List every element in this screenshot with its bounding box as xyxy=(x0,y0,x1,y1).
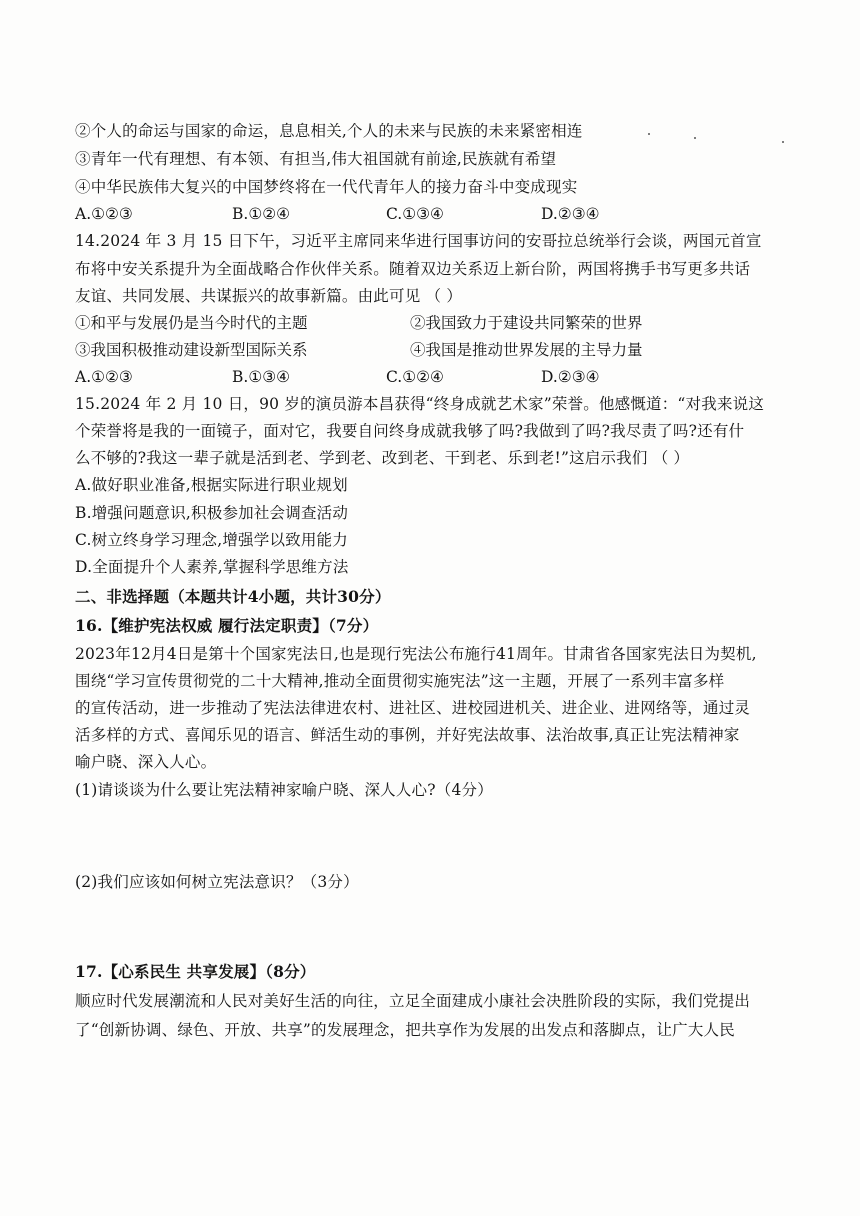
scan-speck xyxy=(648,133,650,135)
q16-material-line-3: 的宣传活动，进一步推动了宪法法律进农村、进社区、进校园进机关、进企业、进网络等，通过灵 xyxy=(75,699,751,717)
q15-stem-line-1: 15.2024 年 2 月 10 日，90 岁的演员游本昌获得“终身成就艺术家”荣誉。他感慨道：“对我来说这 xyxy=(75,395,765,413)
q15-option-b: B.增强问题意识,积极参加社会调查活动 xyxy=(75,504,349,522)
q17-material-line-1: 顺应时代发展潮流和人民对美好生活的向往，立足全面建成小康社会决胜阶段的实际，我们党提出 xyxy=(75,992,751,1010)
q13-option-b: B.①②④ xyxy=(232,205,291,223)
q16-title: 16.【维护宪法权威 履行法定职责】（7分） xyxy=(75,616,379,635)
q14-option-c: C.①②④ xyxy=(386,368,444,386)
q16-material-line-1: 2023年12月4日是第十个国家宪法日,也是现行宪法公布施行41周年。甘肃省各国家宪法日为契机, xyxy=(75,645,757,663)
q14-item-3: ③我国积极推动建设新型国际关系 xyxy=(75,341,308,359)
q14-item-4: ④我国是推动世界发展的主导力量 xyxy=(410,341,643,359)
q16-subquestion-2: (2)我们应该如何树立宪法意识？（3分） xyxy=(75,873,359,891)
q13-option-c: C.①③④ xyxy=(386,205,444,223)
q16-material-line-5: 喻户晓、深入人心。 xyxy=(75,753,217,771)
q13-option-a: A.①②③ xyxy=(75,205,133,223)
q14-option-b: B.①③④ xyxy=(232,368,291,386)
q15-option-c: C.树立终身学习理念,增强学以致用能力 xyxy=(75,531,348,549)
q16-material-line-4: 活多样的方式、喜闻乐见的语言、鲜活生动的事例，并好宪法故事、法治故事,真正让宪法精神家 xyxy=(75,726,740,744)
scan-speck xyxy=(782,141,784,143)
scan-speck xyxy=(694,137,696,139)
q14-stem-line-1: 14.2024 年 3 月 15 日下午，习近平主席同来华进行国事访问的安哥拉总统举行会谈，两国元首宣 xyxy=(75,232,762,250)
q14-item-2: ②我国致力于建设共同繁荣的世界 xyxy=(410,314,643,332)
q15-stem-line-2: 个荣誉将是我的一面镜子，面对它，我要自问终身成就我够了吗?我做到了吗?我尽责了吗?还有什 xyxy=(75,422,745,440)
q15-stem-line-3: 么不够的?我这一辈子就是活到老、学到老、改到老、干到老、乐到老!”这启示我们 （ ） xyxy=(75,449,690,467)
q15-option-d: D.全面提升个人素养,掌握科学思维方法 xyxy=(75,558,349,576)
section-heading: 二、非选择题（本题共计4小题，共计30分） xyxy=(75,587,391,606)
q16-subquestion-1: (1)请谈谈为什么要让宪法精神家喻户晓、深人人心?（4分） xyxy=(75,781,493,799)
q17-material-line-2: 了“创新协调、绿色、开放、共享”的发展理念，把共享作为发展的出发点和落脚点，让广大人民 xyxy=(75,1021,735,1039)
q14-option-d: D.②③④ xyxy=(541,368,600,386)
q15-option-a: A.做好职业准备,根据实际进行职业规划 xyxy=(75,476,348,494)
q14-stem-line-3: 友谊、共同发展、共谋振兴的故事新篇。由此可见 （ ） xyxy=(75,287,463,305)
q16-material-line-2: 围绕“学习宣传贯彻党的二十大精神,推动全面贯彻实施宪法”这一主题，开展了一系列丰富多样 xyxy=(75,672,725,690)
q17-title: 17.【心系民生 共享发展】（8分） xyxy=(75,962,316,981)
q13-item-3: ③青年一代有理想、有本领、有担当,伟大祖国就有前途,民族就有希望 xyxy=(75,150,557,168)
q13-option-d: D.②③④ xyxy=(541,205,600,223)
q14-stem-line-2: 布将中安关系提升为全面战略合作伙伴关系。随着双边关系迈上新台阶，两国将携手书写更多共话 xyxy=(75,260,751,278)
q14-item-1: ①和平与发展仍是当今时代的主题 xyxy=(75,314,308,332)
q14-option-a: A.①②③ xyxy=(75,368,133,386)
q13-item-2: ②个人的命运与国家的命运，息息相关,个人的未来与民族的未来紧密相连 xyxy=(75,122,583,140)
q13-item-4: ④中华民族伟大复兴的中国梦终将在一代代青年人的接力奋斗中变成现实 xyxy=(75,178,578,196)
